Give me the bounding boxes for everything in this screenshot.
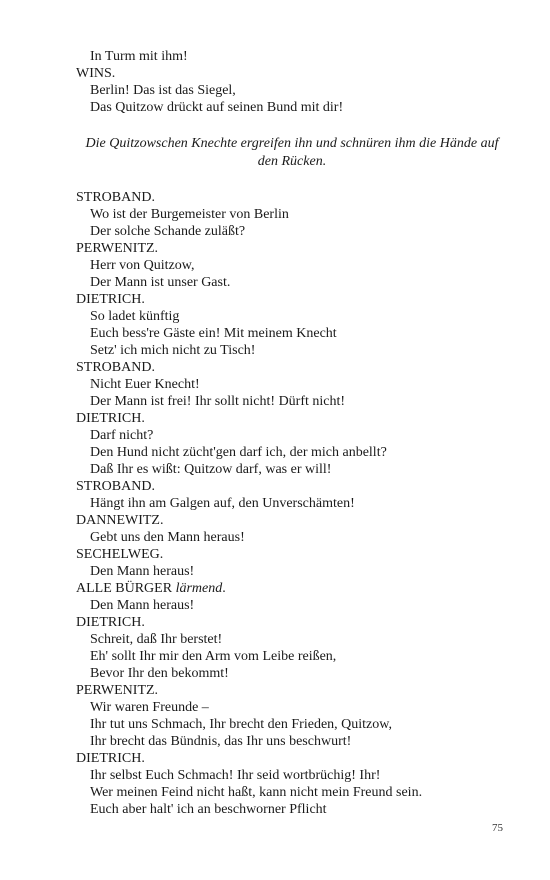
verse-line: Darf nicht? xyxy=(90,428,154,443)
verse-line: Berlin! Das ist das Siegel, xyxy=(90,83,236,98)
verse-line: Den Hund nicht zücht'gen darf ich, der mich anbellt? xyxy=(90,445,387,460)
verse-line: In Turm mit ihm! xyxy=(90,49,188,64)
speaker-name: WINS. xyxy=(76,66,116,81)
verse-line: Herr von Quitzow, xyxy=(90,258,195,273)
verse-line: Daß Ihr es wißt: Quitzow darf, was er will! xyxy=(90,462,332,477)
verse-line: Eh' sollt Ihr mir den Arm vom Leibe reißen, xyxy=(90,649,337,664)
verse-line: So ladet künftig xyxy=(90,309,180,324)
verse-line: Euch bess're Gäste ein! Mit meinem Knecht xyxy=(90,326,337,341)
verse-line: Den Mann heraus! xyxy=(90,564,195,579)
verse-line: Der Mann ist frei! Ihr sollt nicht! Dürft nicht! xyxy=(90,394,346,409)
verse-line: Wir waren Freunde – xyxy=(90,700,209,715)
verse-line: Der solche Schande zuläßt? xyxy=(90,224,246,239)
speaker-name: STROBAND. xyxy=(76,190,155,205)
verse-line: Wer meinen Feind nicht haßt, kann nicht mein Freund sein. xyxy=(90,785,423,800)
stage-direction: Die Quitzowschen Knechte ergreifen ihn und schnüren ihm die Hände auf den Rücken. xyxy=(85,136,499,169)
verse-line: Setz' ich mich nicht zu Tisch! xyxy=(90,343,256,358)
verse-line: Nicht Euer Knecht! xyxy=(90,377,200,392)
speaker-name: DIETRICH. xyxy=(76,751,145,766)
verse-line: Der Mann ist unser Gast. xyxy=(90,275,231,290)
verse-line: Bevor Ihr den bekommt! xyxy=(90,666,229,681)
speaker-name: STROBAND. xyxy=(76,360,155,375)
verse-line: Ihr tut uns Schmach, Ihr brecht den Frieden, Quitzow, xyxy=(90,717,392,732)
speaker-punctuation: . xyxy=(222,581,226,596)
speaker-name: DANNEWITZ. xyxy=(76,513,164,528)
speaker-name: PERWENITZ. xyxy=(76,241,159,256)
speaker-with-direction xyxy=(76,580,508,597)
verse-line: Ihr selbst Euch Schmach! Ihr seid wortbrüchig! Ihr! xyxy=(90,768,381,783)
page-number: 75 xyxy=(492,822,503,834)
speaker-direction: lärmend xyxy=(175,581,223,596)
verse-line: Schreit, daß Ihr berstet! xyxy=(90,632,223,647)
speaker-name: STROBAND. xyxy=(76,479,155,494)
play-text-page xyxy=(76,48,508,818)
verse-line: Hängt ihn am Galgen auf, den Unverschämten! xyxy=(90,496,355,511)
verse-line: Euch aber halt' ich an beschworner Pflicht xyxy=(90,802,327,817)
speaker-name: PERWENITZ. xyxy=(76,683,159,698)
speaker-name: DIETRICH. xyxy=(76,411,145,426)
verse-line: Wo ist der Burgemeister von Berlin xyxy=(90,207,289,222)
speaker-name: DIETRICH. xyxy=(76,292,145,307)
speaker-name: DIETRICH. xyxy=(76,615,145,630)
verse-line: Gebt uns den Mann heraus! xyxy=(90,530,245,545)
verse-line: Das Quitzow drückt auf seinen Bund mit dir! xyxy=(90,100,344,115)
verse-line: Ihr brecht das Bündnis, das Ihr uns beschwurt! xyxy=(90,734,352,749)
speaker-name: ALLE BÜRGER xyxy=(76,581,176,596)
verse-line: Den Mann heraus! xyxy=(90,598,195,613)
speaker-name: SECHELWEG. xyxy=(76,547,164,562)
